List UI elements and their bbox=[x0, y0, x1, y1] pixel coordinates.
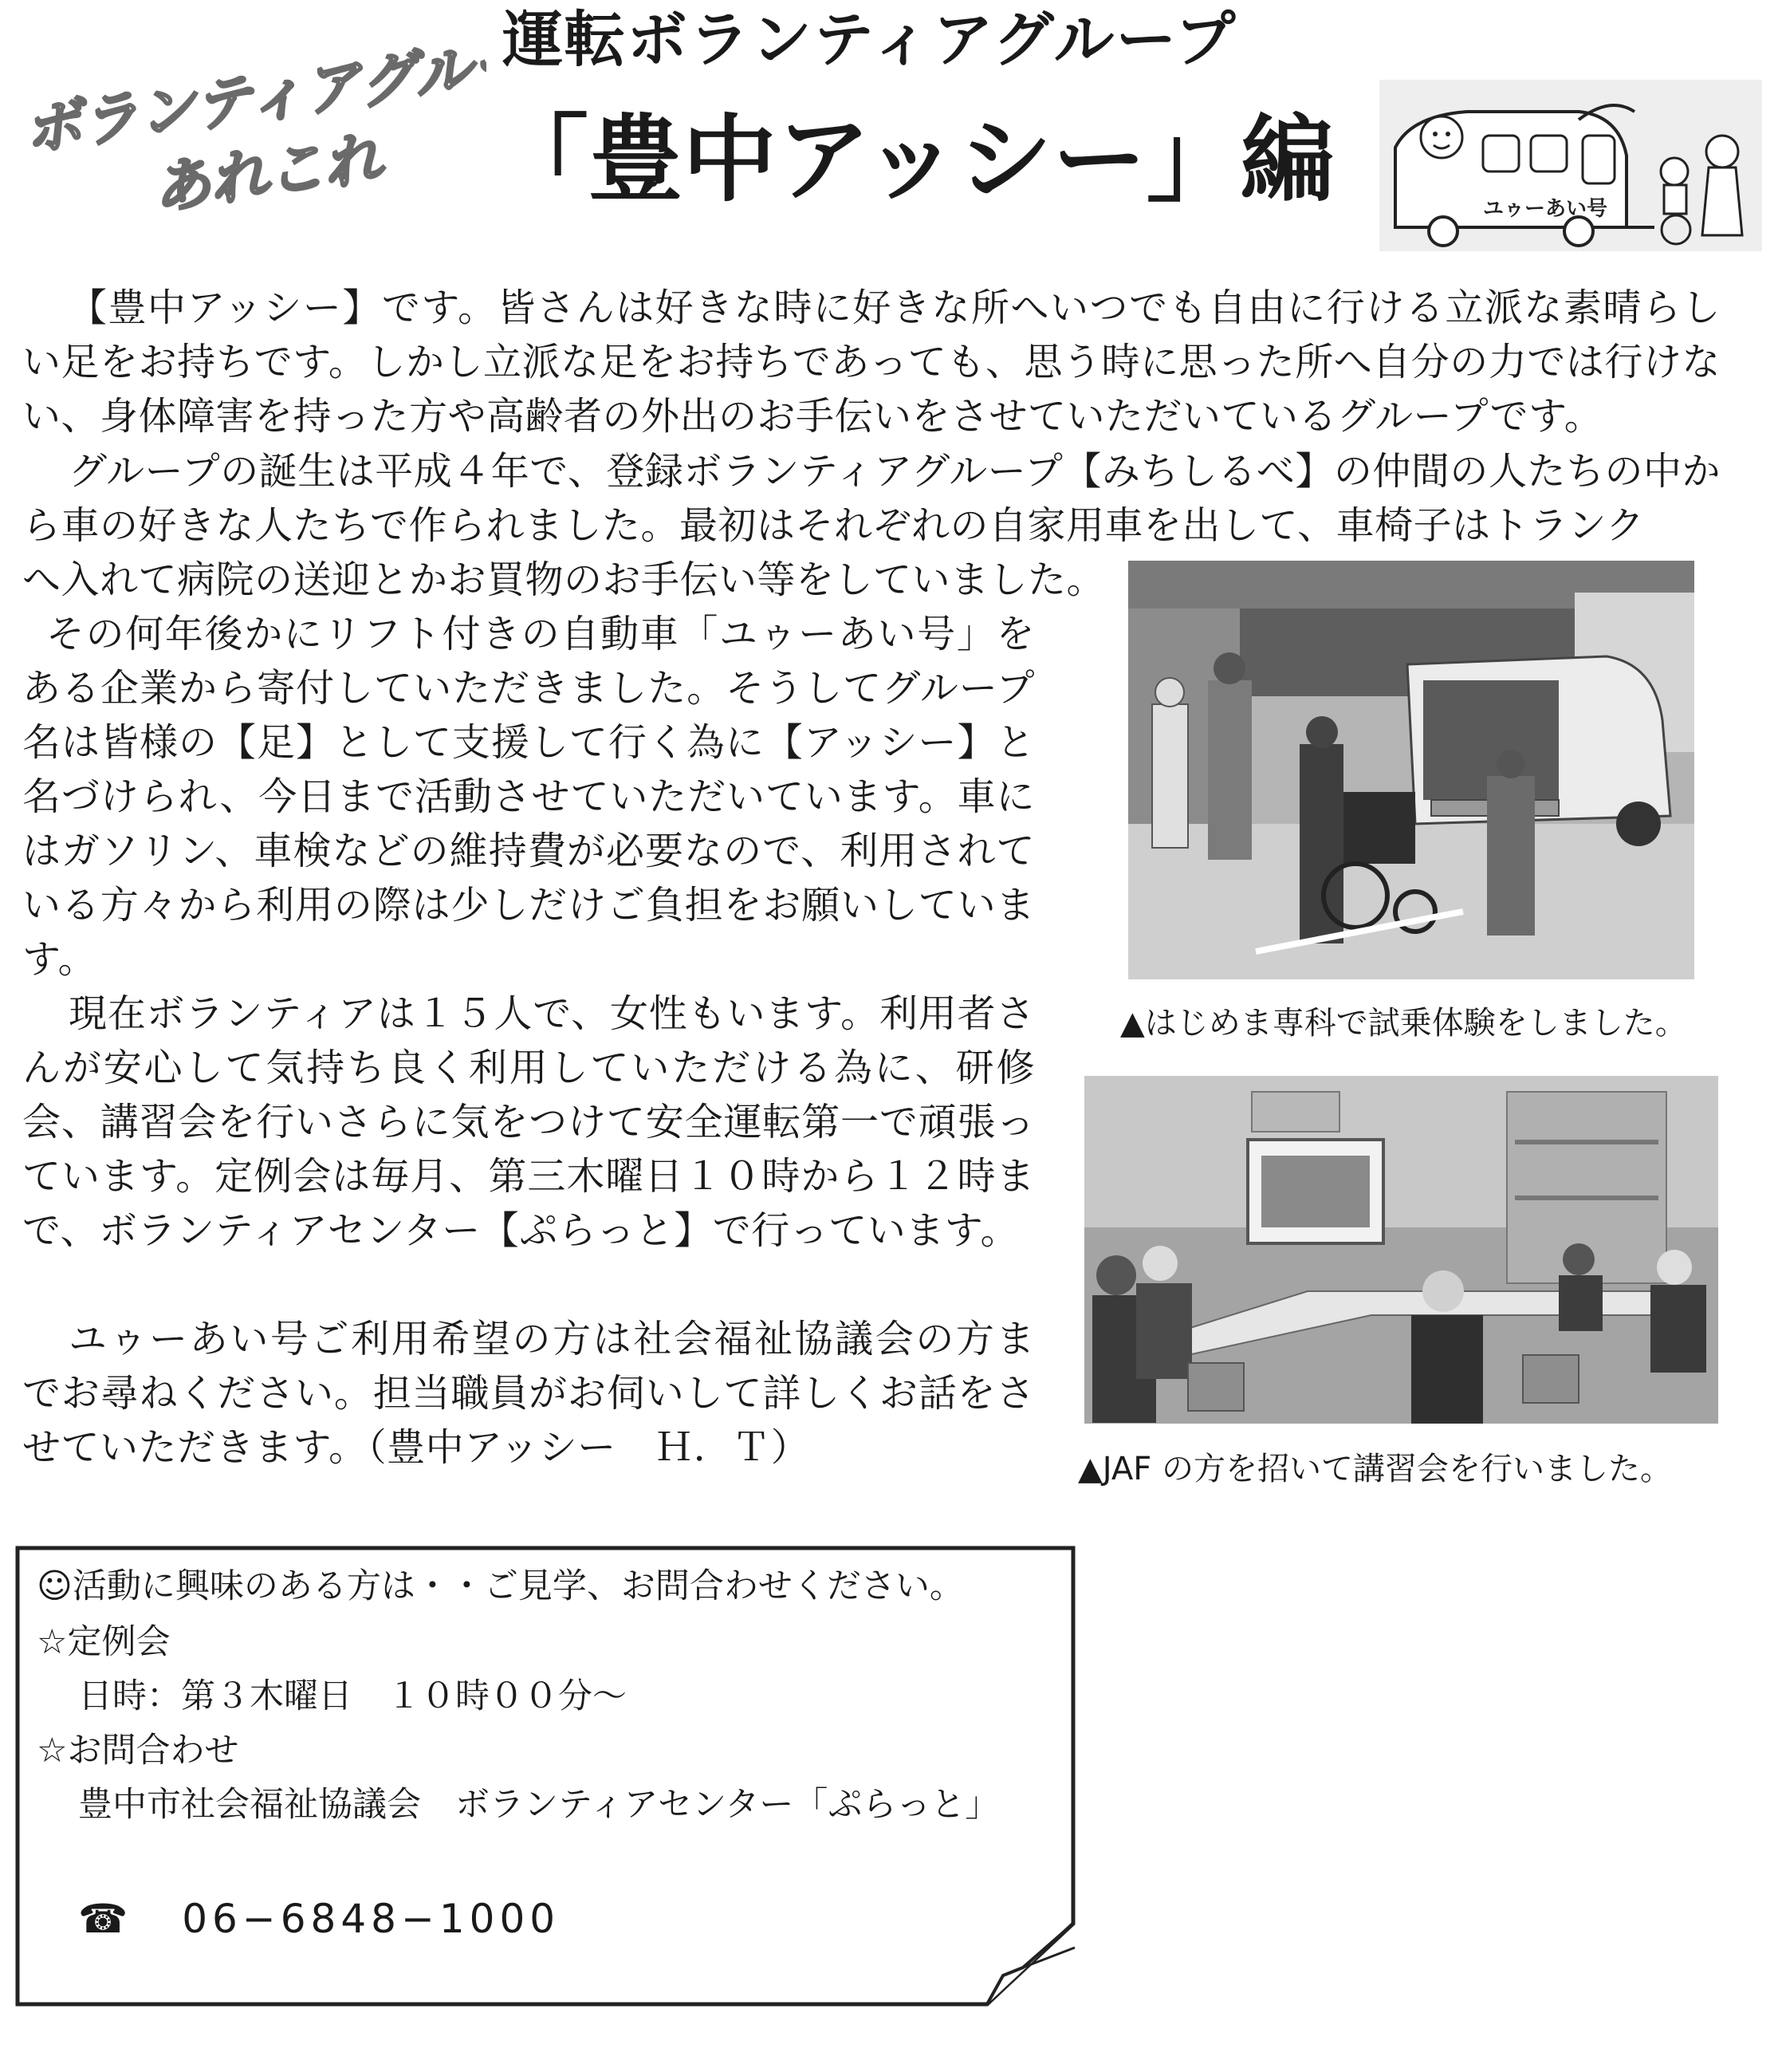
info-meeting-time: 日時：第３木曜日 １０時００分～ bbox=[78, 1676, 627, 1716]
article-paragraph-volunteers: 現在ボランティアは１５人で、女性もいます。利用者さんが安心して気持ち良く利用していただける為に、研修会、講習会を行いさらに気をつけて安全運転第一で頑張っています。定例会は毎月、第三木曜日１０時から１２時まで、ボランティアセンター【ぷらっと】で行っています。 bbox=[22, 991, 1035, 1253]
info-phone-row bbox=[78, 1896, 560, 1942]
article-paragraph-intro: 【豊中アッシー】です。皆さんは好きな時に好きな所へいつでも自由に行ける立派な素晴らしい足をお持ちです。しかし立派な足をお持ちであっても、思う時に思った所へ自分の力では行けない、身体障害を持った方や高齢者の外出のお手伝いをさせていただいているグループです。 bbox=[22, 286, 1721, 439]
photo-jaf-lecture bbox=[1084, 1076, 1718, 1424]
van-logo-label: ユゥーあい号 bbox=[1483, 197, 1608, 221]
van-logo-illustration bbox=[1379, 80, 1762, 251]
info-contact-heading: ☆お問合わせ bbox=[37, 1731, 239, 1771]
phone-icon: ☎ bbox=[78, 1896, 133, 1942]
article-paragraph-origin: グループの誕生は平成４年で、登録ボランティアグループ【みちしるべ】の仲間の人たちの中から車の好きな人たちで作られました。最初はそれぞれの自家用車を出して、車椅子はトランク bbox=[22, 449, 1721, 548]
corner-title-line1: ボランティアグループ bbox=[19, 19, 486, 164]
corner-title-graphic bbox=[8, 16, 486, 231]
photo-jaf-lecture-caption: ▲JAF の方を招いて講習会を行いました。 bbox=[1078, 1451, 1672, 1487]
photo-van-trial-caption: ▲はじめま専科で試乗体験をしました。 bbox=[1120, 1005, 1687, 1042]
page-title-line1: 運転ボランティアグループ bbox=[502, 4, 1237, 75]
photo-van-trial bbox=[1128, 561, 1694, 979]
article-paragraph-origin-cont: へ入れて病院の送迎とかお買物のお手伝い等をしていました。 bbox=[22, 557, 1106, 602]
info-contact-org: 豊中市社会福祉協議会 ボランティアセンター「ぷらっと」 bbox=[78, 1785, 1000, 1825]
article-paragraph-van: その何年後かにリフト付きの自動車「ユゥーあい号」をある企業から寄付していただきました。そうしてグループ名は皆様の【足】として支援して行く為に【アッシー】と名づけられ、今日まで活動させていただいています。車にはガソリン、車検などの維持費が必要なので、利用されている方々から利用の際は少しだけご負担をお願いしています。 bbox=[22, 612, 1035, 982]
article-paragraph-contact: ユゥーあい号ご利用希望の方は社会福祉協議会の方までお尋ねください。担当職員がお伺いして詳しくお話をさせていただきます。（豊中アッシー Ｈ．Ｔ） bbox=[22, 1317, 1035, 1470]
page-title-line2: 「豊中アッシー」編 bbox=[494, 104, 1335, 215]
corner-title-line2: あれこれ bbox=[148, 124, 386, 223]
phone-number: 06−6848−1000 bbox=[182, 1896, 561, 1942]
info-invite: ☺活動に興味のある方は・・ご見学、お問合わせください。 bbox=[37, 1566, 964, 1606]
info-meeting-heading: ☆定例会 bbox=[37, 1622, 171, 1662]
info-box bbox=[14, 1545, 1076, 2007]
